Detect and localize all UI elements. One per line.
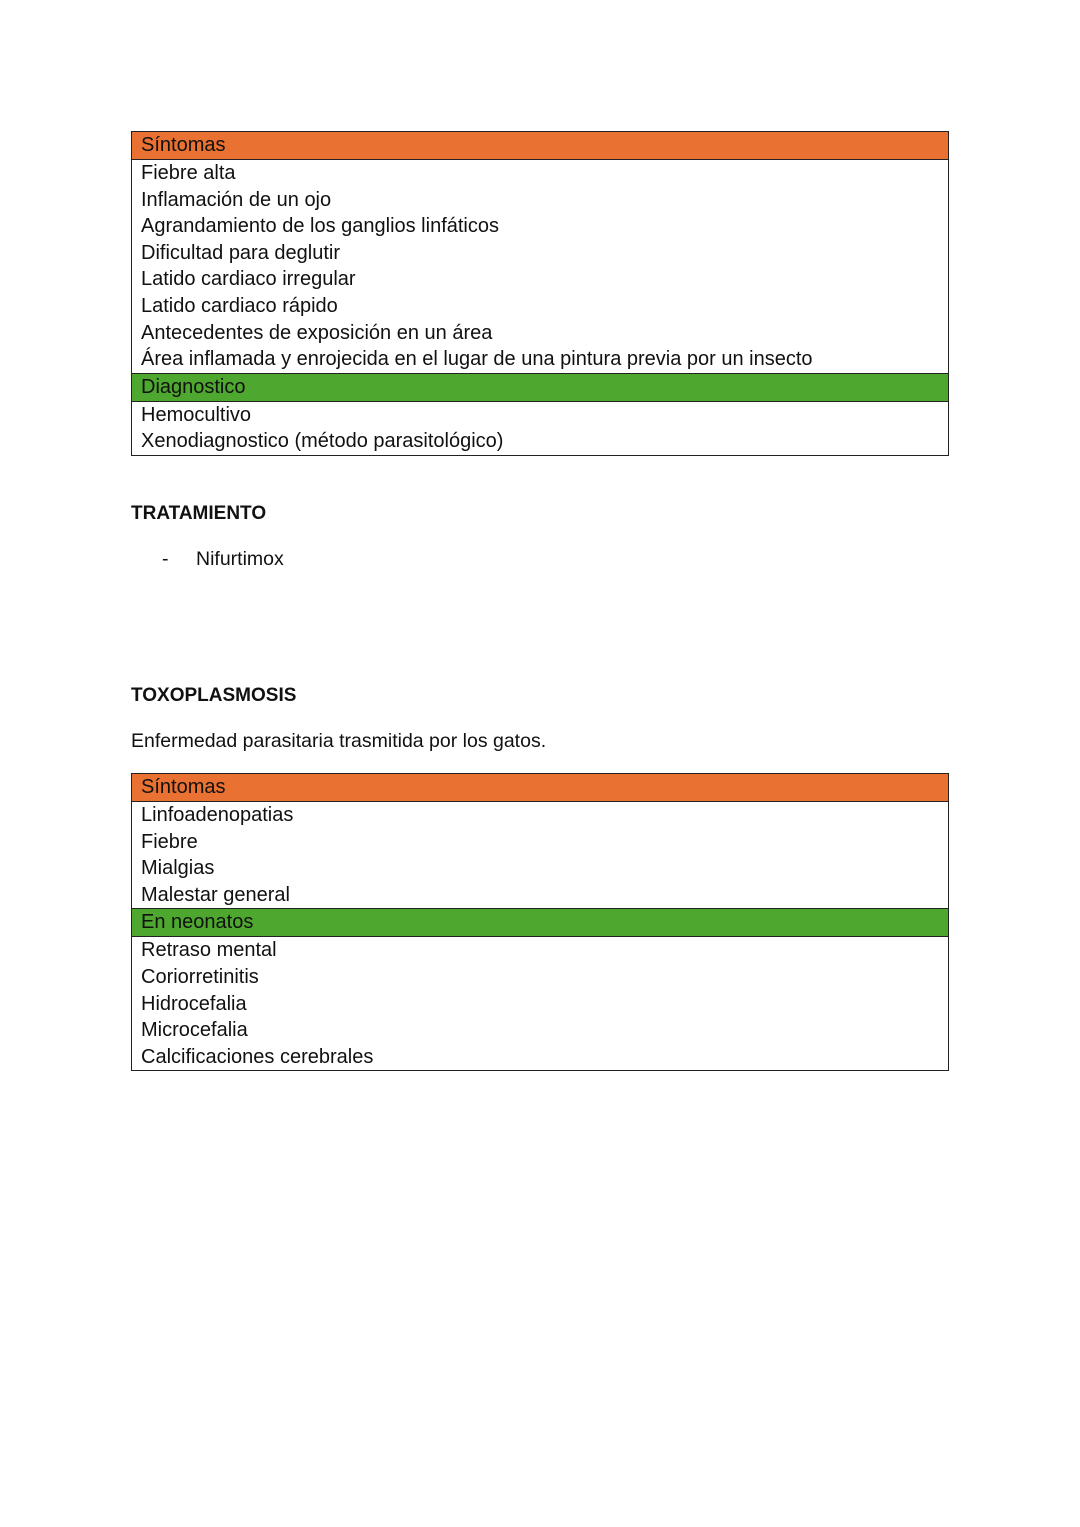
table-header-neonates: En neonatos	[132, 908, 948, 937]
symptoms-diagnosis-table	[131, 131, 949, 456]
table-row: Mialgias	[141, 857, 215, 880]
table-row: Coriorretinitis	[141, 965, 259, 988]
table-row: Xenodiagnostico (método parasitológico)	[141, 430, 504, 453]
toxoplasmosis-table	[131, 773, 949, 1071]
table-row: Microcefalia	[141, 1019, 248, 1042]
table-row: Dificultad para deglutir	[141, 241, 340, 264]
table-header-symptoms: Síntomas	[132, 774, 948, 802]
bullet-dash: -	[162, 548, 169, 570]
table-row: Área inflamada y enrojecida en el lugar de una pintura previa por un insecto	[141, 348, 813, 371]
table-row: Retraso mental	[141, 939, 277, 962]
treatment-item: Nifurtimox	[196, 548, 284, 570]
table-row: Antecedentes de exposición en un área	[141, 321, 493, 344]
table-row: Calcificaciones cerebrales	[141, 1045, 374, 1068]
table-row: Fiebre	[141, 830, 198, 853]
table-row: Hemocultivo	[141, 403, 252, 426]
table-row: Hidrocefalia	[141, 992, 247, 1015]
table-row: Latido cardiaco rápido	[141, 294, 338, 317]
table-header-diagnosis: Diagnostico	[132, 373, 948, 402]
table-row: Latido cardiaco irregular	[141, 268, 356, 291]
table-row: Agrandamiento de los ganglios linfáticos	[141, 215, 499, 238]
toxoplasmosis-heading: TOXOPLASMOSIS	[131, 685, 297, 706]
toxoplasmosis-description: Enfermedad parasitaria trasmitida por los gatos.	[131, 730, 547, 752]
treatment-list-item	[162, 548, 284, 571]
table-header-symptoms: Síntomas	[132, 132, 948, 160]
treatment-heading: TRATAMIENTO	[131, 503, 267, 524]
table-row: Malestar general	[141, 883, 290, 906]
table-row: Linfoadenopatias	[141, 804, 294, 826]
table-row: Inflamación de un ojo	[141, 188, 332, 211]
table-row: Fiebre alta	[141, 162, 236, 184]
